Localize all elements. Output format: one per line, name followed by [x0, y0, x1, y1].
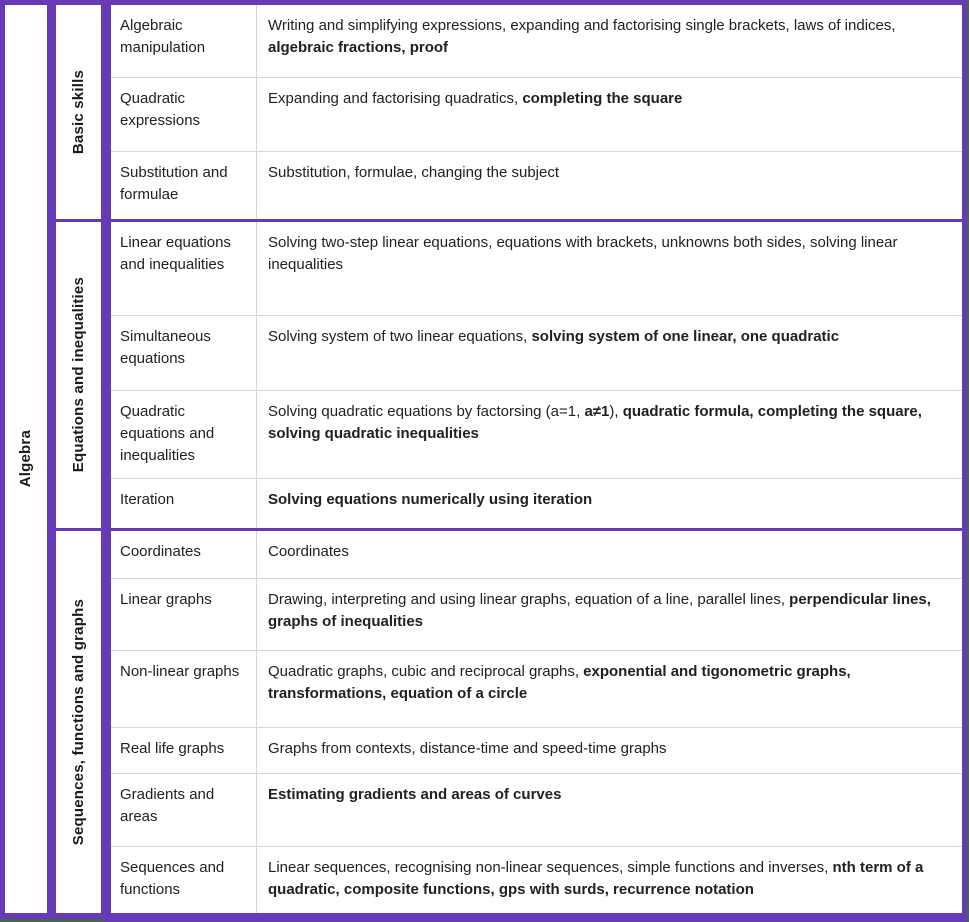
- description-segment: Drawing, interpreting and using linear graphs, equation of a line, parallel lines,: [268, 591, 790, 608]
- table-row: [111, 222, 962, 315]
- topic-label: Iteration: [120, 491, 175, 508]
- description-segment: Writing and simplifying expressions, expanding and factorising single brackets, laws of indices,: [268, 17, 896, 34]
- section-label: Sequences, functions and graphs: [69, 598, 87, 846]
- topic-label: Non-linear graphs: [120, 663, 240, 680]
- section: [56, 531, 962, 913]
- topic-cell: [111, 78, 256, 151]
- description-segment: ),: [609, 403, 623, 420]
- topic-cell: [111, 531, 256, 578]
- description-segment: Solving two-step linear equations, equations with brackets, unknowns both sides, solving linear inequalities: [268, 234, 898, 273]
- table-row: [111, 650, 962, 727]
- topic-label: Substitution and formulae: [120, 164, 228, 203]
- topic-label: Algebraic manipulation: [120, 17, 206, 56]
- category-label: Algebra: [17, 430, 34, 488]
- section-label: Basic skills: [69, 69, 87, 155]
- description-cell: [256, 391, 962, 478]
- section: [56, 5, 962, 219]
- description-cell: [256, 728, 962, 773]
- description-bold-segment: Estimating gradients and areas of curves: [268, 786, 562, 803]
- description-segment: Solving system of two linear equations,: [268, 328, 532, 345]
- description-cell: [256, 774, 962, 846]
- description-segment: Coordinates: [268, 543, 349, 560]
- topic-label: Linear equations and inequalities: [120, 234, 231, 273]
- topic-cell: [111, 391, 256, 478]
- section-label: Equations and inequalities: [69, 277, 87, 473]
- description-cell: [256, 847, 962, 913]
- section-rows: [111, 5, 962, 219]
- topic-label: Sequences and functions: [120, 859, 225, 898]
- description-segment: Solving quadratic equations by factorsing (a=1,: [268, 403, 585, 420]
- topic-label: Coordinates: [120, 543, 201, 560]
- description-segment: Substitution, formulae, changing the subject: [268, 164, 560, 181]
- description-cell: [256, 78, 962, 151]
- table-body: [5, 5, 962, 913]
- section-rows: [111, 222, 962, 528]
- topic-label: Quadratic expressions: [120, 90, 201, 129]
- section: [56, 222, 962, 528]
- description-bold-segment: algebraic fractions, proof: [268, 39, 449, 56]
- description-bold-segment: perpendicular lines, graphs of inequalities: [268, 591, 931, 630]
- table-row: [111, 77, 962, 151]
- topic-cell: [111, 152, 256, 219]
- description-cell: [256, 479, 962, 528]
- sections-container: [56, 5, 962, 913]
- description-cell: [256, 5, 962, 77]
- table-row: [111, 315, 962, 390]
- description-bold-segment: Solving equations numerically using iteration: [268, 491, 593, 508]
- topic-label: Real life graphs: [120, 740, 225, 757]
- topic-cell: [111, 5, 256, 77]
- topic-cell: [111, 479, 256, 528]
- description-segment: Graphs from contexts, distance-time and speed-time graphs: [268, 740, 667, 757]
- description-bold-segment: exponential and tigonometric graphs, transformations, equation of a circle: [268, 663, 851, 702]
- section-label-cell: [56, 531, 111, 913]
- table-row: [111, 5, 962, 77]
- topic-cell: [111, 728, 256, 773]
- topic-cell: [111, 579, 256, 650]
- topic-label: Linear graphs: [120, 591, 212, 608]
- topic-label: Gradients and areas: [120, 786, 215, 825]
- description-cell: [256, 651, 962, 727]
- description-cell: [256, 222, 962, 315]
- description-cell: [256, 316, 962, 390]
- topic-cell: [111, 222, 256, 315]
- description-bold-segment: completing the square: [522, 90, 683, 107]
- topic-label: Quadratic equations and inequalities: [120, 403, 215, 464]
- description-cell: [256, 152, 962, 219]
- table-row: [111, 846, 962, 913]
- description-bold-segment: a≠1: [584, 403, 610, 420]
- topic-cell: [111, 316, 256, 390]
- description-segment: Quadratic graphs, cubic and reciprocal graphs,: [268, 663, 584, 680]
- table-row: [111, 151, 962, 219]
- description-segment: Expanding and factorising quadratics,: [268, 90, 523, 107]
- description-bold-segment: quadratic formula, completing the square, solving quadratic inequalities: [268, 403, 922, 442]
- table-row: [111, 390, 962, 478]
- topic-cell: [111, 847, 256, 913]
- description-cell: [256, 531, 962, 578]
- topic-cell: [111, 774, 256, 846]
- table-row: [111, 727, 962, 773]
- table-row: [111, 531, 962, 578]
- section-label-cell: [56, 5, 111, 219]
- table-row: [111, 478, 962, 528]
- topic-cell: [111, 651, 256, 727]
- topic-label: Simultaneous equations: [120, 328, 211, 367]
- category-column: [5, 5, 47, 913]
- table-row: [111, 578, 962, 650]
- section-rows: [111, 531, 962, 913]
- description-segment: Linear sequences, recognising non-linear sequences, simple functions and inverses,: [268, 859, 833, 876]
- section-label-cell: [56, 222, 111, 528]
- description-bold-segment: solving system of one linear, one quadratic: [531, 328, 840, 345]
- description-cell: [256, 579, 962, 650]
- description-bold-segment: nth term of a quadratic, composite functions, gps with surds, recurrence notation: [268, 859, 924, 898]
- table-row: [111, 773, 962, 846]
